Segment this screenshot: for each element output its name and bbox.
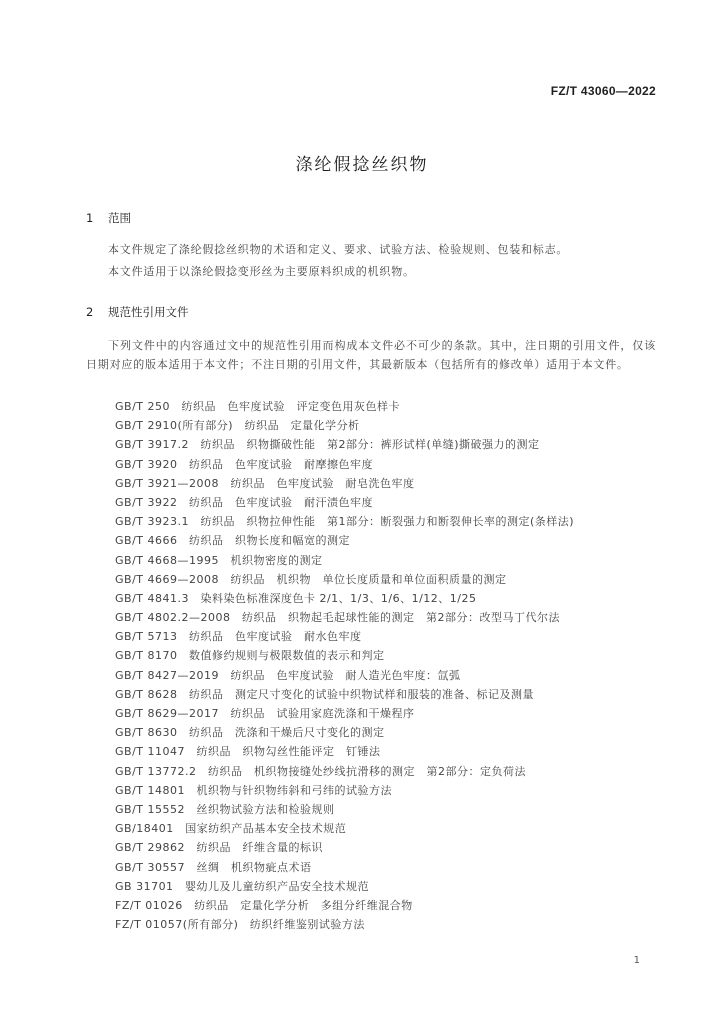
reference-item: GB/T 250 纺织品 色牢度试验 评定变色用灰色样卡 xyxy=(115,400,400,413)
reference-item: GB/T 11047 纺织品 织物勾丝性能评定 钉锤法 xyxy=(115,745,381,759)
reference-item: GB/T 30557 丝绸 机织物疵点术语 xyxy=(115,860,312,874)
reference-list xyxy=(115,397,675,934)
reference-item: GB/T 8427—2019 纺织品 色牢度试验 耐人造光色牢度：氙弧 xyxy=(115,668,461,682)
reference-item: GB/T 8628 纺织品 测定尺寸变化的试验中织物试样和服装的准备、标记及测量 xyxy=(115,687,534,701)
reference-item: GB/T 3923.1 纺织品 织物拉伸性能 第1部分：断裂强力和断裂伸长率的测定(条样法) xyxy=(115,515,575,529)
page-number: 1 xyxy=(633,955,640,966)
section-heading-normative-references xyxy=(86,304,189,320)
reference-item: FZ/T 01026 纺织品 定量化学分析 多组分纤维混合物 xyxy=(115,898,413,912)
reference-item: GB/T 3922 纺织品 色牢度试验 耐汗渍色牢度 xyxy=(115,495,373,509)
reference-item: GB/T 4841.3 染料染色标准深度色卡 2/1、1/3、1/6、1/12、1/25 xyxy=(115,591,477,605)
references-intro-paragraph: 下列文件中的内容通过文中的规范性引用而构成本文件必不可少的条款。其中，注日期的引用文件，仅该日期对应的版本适用于本文件；不注日期的引用文件，其最新版本（包括所有的修改单）适用于本文件。 xyxy=(86,339,656,371)
reference-item: GB/T 4668—1995 机织物密度的测定 xyxy=(115,553,323,567)
section-number: 1 xyxy=(86,211,94,225)
reference-item: GB/T 5713 纺织品 色牢度试验 耐水色牢度 xyxy=(115,630,362,644)
reference-item: GB/T 8629—2017 纺织品 试验用家庭洗涤和干燥程序 xyxy=(115,707,415,720)
reference-item: GB/T 3921—2008 纺织品 色牢度试验 耐皂洗色牢度 xyxy=(115,476,415,490)
reference-item: GB/18401 国家纺织产品基本安全技术规范 xyxy=(115,822,347,836)
reference-item: GB/T 2910(所有部分) 纺织品 定量化学分析 xyxy=(115,419,360,433)
reference-item: GB/T 3917.2 纺织品 织物撕破性能 第2部分：裤形试样(单缝)撕破强力的测定 xyxy=(115,438,540,452)
standard-code: FZ/T 43060—2022 xyxy=(550,84,656,98)
reference-item: GB/T 13772.2 纺织品 机织物接缝处纱线抗滑移的测定 第2部分：定负荷法 xyxy=(115,764,526,778)
reference-item: GB/T 8630 纺织品 洗涤和干燥后尺寸变化的测定 xyxy=(115,726,385,740)
section-number: 2 xyxy=(86,305,94,319)
document-title: 涤纶假捻丝织物 xyxy=(295,155,429,175)
reference-item: GB/T 4669—2008 纺织品 机织物 单位长度质量和单位面积质量的测定 xyxy=(115,572,507,586)
reference-item: GB/T 14801 机织物与针织物纬斜和弓纬的试验方法 xyxy=(115,783,392,797)
section-heading-scope xyxy=(86,210,131,226)
scope-paragraph-1: 本文件规定了涤纶假捻丝织物的术语和定义、要求、试验方法、检验规则、包装和标志。 xyxy=(108,243,569,256)
reference-item: GB/T 4802.2—2008 纺织品 织物起毛起球性能的测定 第2部分：改型马丁代尔法 xyxy=(115,611,560,625)
reference-item: GB/T 3920 纺织品 色牢度试验 耐摩擦色牢度 xyxy=(115,457,373,471)
reference-item: GB/T 29862 纺织品 纤维含量的标识 xyxy=(115,841,323,855)
section-title: 规范性引用文件 xyxy=(108,305,189,319)
reference-item: GB/T 15552 丝织物试验方法和检验规则 xyxy=(115,802,335,816)
reference-item: GB 31701 婴幼儿及儿童纺织产品安全技术规范 xyxy=(115,879,370,893)
section-title: 范围 xyxy=(108,211,131,225)
reference-item: GB/T 8170 数值修约规则与极限数值的表示和判定 xyxy=(115,649,385,663)
scope-paragraph-2: 本文件适用于以涤纶假捻变形丝为主要原料织成的机织物。 xyxy=(108,265,415,278)
reference-item: FZ/T 01057(所有部分) 纺织纤维鉴别试验方法 xyxy=(115,918,365,932)
reference-item: GB/T 4666 纺织品 织物长度和幅宽的测定 xyxy=(115,534,350,548)
